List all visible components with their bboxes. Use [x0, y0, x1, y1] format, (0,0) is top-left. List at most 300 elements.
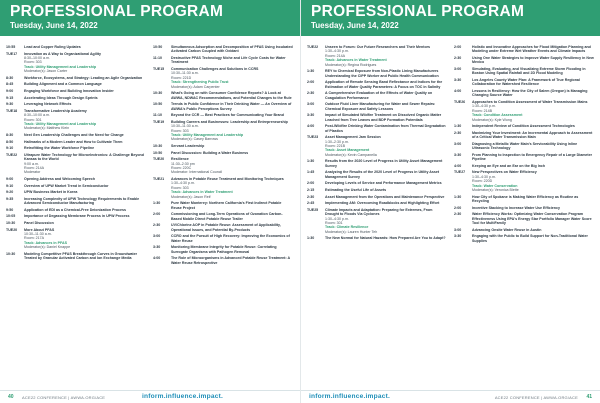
entry-time: 3:00 [153, 234, 161, 239]
entry-title: Post-Wildfire Drinking Water Contamination from Thermal Degradation of Plastics [325, 124, 446, 133]
schedule-entry [6, 109, 146, 131]
entry-time: 2:30 [454, 56, 462, 60]
schedule-entry [307, 201, 447, 205]
entry-time: TUE20 [153, 157, 165, 162]
entry-body [325, 124, 447, 133]
entry-body [171, 120, 293, 142]
entry-title: Importance of Degassing Membrane Process in UPW Process [24, 214, 130, 219]
entry-body [171, 102, 293, 111]
schedule-entry [153, 212, 293, 221]
entry-body [325, 201, 447, 205]
schedule-entry [454, 78, 594, 87]
entry-title: Opening Address and Welcoming Speech [24, 177, 96, 181]
entry-time: 8:45 [6, 82, 14, 87]
entry-title: Engaging with the Public to Build Support for Non-Traditional Water Supplies [472, 234, 588, 243]
entry-time: 9:00 [6, 89, 14, 93]
entry-time: 1:30 [307, 159, 315, 164]
entry-title: Impact of Simulated Wildfire Treatment on Dissolved Organic Matter Leached from Tree Leaves and BDP Formation Potentials [325, 113, 442, 122]
entry-time: TUE19 [153, 119, 165, 124]
entry-detail: 1:30–4:30 p.m. [171, 181, 195, 186]
entry-time: 8:30 [6, 133, 14, 137]
entry-body [171, 113, 293, 117]
schedule-entry [454, 56, 594, 65]
schedule-entry [153, 120, 293, 142]
schedule-entry [153, 223, 293, 232]
footer-tagline: inform.influence.impact. [309, 392, 391, 400]
left-schedule-column-2 [153, 45, 293, 267]
entry-time: 2:00 [307, 181, 315, 186]
entry-time: 3:00 [454, 67, 462, 71]
entry-detail: Moderator(s): Casey Barrows [171, 137, 218, 142]
entry-title: Transformative Leadership Academy [24, 108, 87, 113]
entry-time: TUE15 [153, 67, 165, 71]
entry-detail: Room: 303 [171, 185, 189, 190]
entry-title: Implementing AM: Overcoming Roadblocks and Highlighting Effort [325, 201, 440, 206]
schedule-entry [153, 177, 293, 199]
entry-body [171, 45, 293, 54]
entry-body [325, 170, 447, 179]
entry-time: 1:30 [454, 124, 462, 129]
entry-detail: Room: 214B [472, 108, 492, 113]
entry-body [472, 67, 594, 76]
entry-detail: Room: 217A [24, 236, 44, 241]
entry-time: 1:30 [454, 194, 462, 199]
entry-body [171, 67, 293, 89]
entry-body [171, 245, 293, 254]
entry-detail: Room: 301 [325, 221, 343, 226]
schedule-entry [6, 153, 146, 175]
entry-time: 3:30 [153, 245, 161, 250]
entry-detail: Moderator(s): Jason Reif [171, 194, 211, 199]
entry-title: Los Angeles County Water Plan: A Framework of True Regional Collaboration for Watershed Resilience [472, 78, 580, 87]
entry-time: 4:00 [454, 163, 462, 168]
entry-track: Track: Advances in Water Treatment [171, 190, 233, 195]
entry-body [24, 133, 146, 137]
entry-title: Building Careers and Businesses: Leadership and Entrepreneurship [171, 119, 288, 124]
schedule-entry [307, 188, 447, 192]
entry-body [325, 208, 447, 234]
entry-time: 3:00 [307, 102, 315, 107]
entry-detail: Room: 214A [325, 53, 345, 58]
entry-track: Track: Condition Assessment [472, 113, 523, 118]
entry-body [472, 45, 594, 54]
entry-title: Lead and Copper Ruling Updates [24, 45, 81, 49]
entry-body [325, 45, 447, 67]
schedule-entry [454, 234, 594, 243]
schedule-entry [307, 102, 447, 111]
entry-detail: 10:30–11:30 a.m. [171, 71, 199, 76]
entry-track: Track: Climate Resilience [325, 225, 369, 230]
entry-time: 8:50 [6, 139, 14, 144]
entry-body [325, 91, 447, 100]
entry-time: TUE18 [6, 108, 18, 113]
entry-time: 11:10 [153, 56, 162, 60]
schedule-entry [307, 170, 447, 179]
entry-title: Destructive PFAS Technology Niche and Life Cycle Costs for Water Treatment [171, 56, 286, 65]
entry-title: Pure Water Monterey: Northern California's First Indirect Potable Reuse Project [171, 201, 282, 210]
entry-detail: 1:30–4:30 p.m. [472, 174, 496, 179]
entry-body [24, 140, 146, 144]
schedule-entry [307, 113, 447, 122]
entry-title: Overview of UPW Market Trend in Semiconductor [24, 183, 109, 188]
schedule-entry [307, 124, 447, 133]
schedule-entry [153, 201, 293, 210]
schedule-entry [307, 91, 447, 100]
entry-time: TUE23 [307, 135, 319, 140]
entry-title: Lessons in Resiliency: How the City of Salem (Oregon) is Managing Changing Source Water [472, 89, 588, 98]
entry-body [24, 197, 146, 206]
entry-title: Next Gen Leadership Challenges and the Need for Change [24, 133, 124, 137]
entry-body [171, 256, 293, 265]
entry-title: CCRO and the Pursuit of High Recovery: Improving the Economics of Water Reuse [171, 234, 290, 243]
entry-detail: Room: 214A [24, 166, 44, 170]
entry-time: 1:30 [307, 69, 315, 74]
entry-time: 3:30 [454, 78, 462, 82]
right-page [300, 0, 600, 403]
entry-detail: Room: 220D [472, 179, 493, 184]
entry-body [325, 135, 447, 157]
conference-label: ACE22 CONFERENCE | AWWA.ORG/ACE [494, 394, 578, 400]
entry-title: UV/Chlorine AOP in Potable Reuse: Assessment of Applicability, Operational Issues, and Potential By-Products [171, 223, 281, 232]
entry-time: 2:00 [454, 45, 462, 49]
entry-title: Monitoring Membrane Integrity for Potable Reuse: Correlating Surrogate Organisms with Pathogen Removal [171, 245, 277, 254]
schedule-entry [454, 89, 594, 98]
entry-title: More About PFAS [24, 227, 55, 232]
page-number: 41 [586, 394, 592, 400]
conference-label: ACE22 CONFERENCE | AWWA.ORG/ACE [22, 394, 106, 400]
entry-title: Climate Impacts and Adaptation: Preparing for Extremes, From Drought to Floods Via Cyclones [325, 207, 433, 217]
entry-body [24, 190, 146, 194]
entry-body [472, 228, 594, 232]
entry-time: 9:10 [6, 183, 14, 188]
schedule-entry [307, 159, 447, 168]
entry-title: Ultrapure Water Technology for Microelectronics: A Challenge Beyond Kansas to the World [24, 152, 144, 162]
entry-time: 10:50 [153, 150, 163, 155]
entry-detail: Moderator(s): Kyle Wong [472, 117, 512, 122]
entry-time: 9:20 [6, 190, 14, 195]
schedule-entry [6, 197, 146, 206]
entry-detail: 1:30–4:30 p.m. [325, 49, 349, 54]
entry-title: Unseen to Forum: Our Future Researchers and Their Mentors [325, 45, 431, 49]
schedule-entry [6, 82, 146, 86]
entry-title: Panel Discussion [24, 220, 54, 225]
schedule-entry [307, 208, 447, 234]
right-page-banner [301, 0, 600, 36]
entry-body [472, 142, 594, 151]
entry-title: The Role of Microorganisms in Advanced Potable Reuse Treatment: A Water Reuse Retrospective [171, 256, 291, 265]
entry-time: 4:00 [307, 124, 315, 129]
schedule-entry [153, 45, 293, 54]
entry-time: TUE22 [6, 152, 18, 157]
schedule-entry [307, 80, 447, 89]
entry-title: Servant Leadership [171, 144, 205, 149]
entry-title: Resilience [171, 157, 189, 162]
entry-detail: Room: 220C [171, 166, 192, 171]
entry-detail: Room: 221B [325, 144, 345, 149]
schedule-entry [153, 245, 293, 254]
entry-time: 10:50 [153, 45, 163, 49]
entry-time: TUE17 [6, 51, 18, 56]
entry-time: 9:50 [6, 207, 14, 212]
entry-title: Advances in Potable Reuse Treatment and Monitoring Techniques [171, 177, 284, 182]
entry-time: 3:30 [454, 234, 462, 239]
footer-tagline: inform.influence.impact. [142, 392, 224, 400]
entry-body [171, 56, 293, 65]
entry-track: Track: Utility Management and Leadership [24, 64, 97, 69]
schedule-entry [454, 206, 594, 210]
entry-title: Hallmarks of a Modern Leader and How to Cultivate Them [24, 139, 123, 144]
entry-time: 10:05 [6, 214, 16, 219]
entry-title: Independent Review of Condition Assessment Technologies [472, 124, 575, 129]
entry-title: Outdoor Fluid Liner Manufacturing for Water and Sewer Repairs: Chemical Exposure and Safety Lessons [325, 102, 436, 111]
schedule-entry [307, 181, 447, 185]
entry-track: Track: Utility Management and Leadership [24, 122, 97, 126]
entry-time: 10:30 [6, 220, 16, 225]
entry-time: 4:00 [153, 256, 161, 261]
entry-title: Workforce, Ecosystems, and Strategy: Leading an Agile Organization [24, 75, 143, 80]
entry-time: 2:00 [153, 212, 161, 217]
left-page-banner [0, 0, 300, 36]
schedule-entry [153, 144, 293, 148]
entry-detail: 10:30–11:30 a.m. [24, 231, 52, 236]
entry-title: Trends in Public Confidence in Their Drinking Water — An Overview of AWWA's Public Perceptions Survey [171, 102, 292, 111]
entry-time: TUE22 [307, 45, 319, 49]
entry-body [325, 80, 447, 89]
entry-detail: Moderator(s): Regina Rodrigues [325, 62, 377, 67]
schedule-entry [153, 113, 293, 117]
entry-title: Beyond the CCR — Best Practices for Communicating Your Brand [171, 113, 284, 118]
entry-time: 2:00 [307, 80, 315, 85]
schedule-entry [153, 151, 293, 155]
entry-title: Simulating, Evaluating, and Visualizing Extreme Storm Flooding in Boston Using Spatial Rainfall and 2D Flood Modeling [472, 67, 586, 76]
page-date: Tuesday, June 14, 2022 [10, 21, 98, 30]
entry-detail: Room: 301 [24, 117, 42, 122]
entry-body [24, 221, 146, 225]
entry-body [325, 188, 447, 192]
entry-time: 11:10 [153, 113, 162, 118]
entry-track: Track: Water Conservation [472, 183, 518, 188]
schedule-entry [454, 195, 594, 204]
entry-body [24, 89, 146, 93]
entry-body [472, 78, 594, 87]
entry-title: Keeping an Eye and an Ear on the Big Inch [472, 163, 546, 168]
entry-time: 10:50 [153, 102, 163, 107]
entry-body [171, 177, 293, 199]
entry-body [325, 102, 447, 111]
entry-title: Using One Water Strategies to Improve Water Supply Resiliency in New Mexico [472, 56, 594, 65]
right-schedule-column-2 [454, 45, 594, 245]
schedule-entry [6, 52, 146, 74]
schedule-entry [6, 96, 146, 100]
schedule-entry [6, 133, 146, 137]
entry-title: How City of Spokane is Making Water Efficiency as Routine as Recycling [472, 194, 579, 204]
entry-body [171, 234, 293, 243]
entry-body [24, 76, 146, 80]
entry-title: The New Normal for Natural Hazards: How Prepared Are You to Adapt? [325, 236, 446, 241]
schedule-entry [6, 190, 146, 194]
entry-detail: Moderator(s): Jason Carter [24, 69, 68, 74]
entry-title: Panel Discussion: Building a Water Business [171, 150, 249, 155]
entry-title: Developing Levels of Service and Performance Management Metrics [325, 181, 442, 186]
page-date: Tuesday, June 14, 2022 [311, 21, 399, 30]
entry-time: 2:15 [307, 188, 315, 193]
entry-title: Asset Management from the Operations and Maintenance Perspective [325, 194, 445, 199]
entry-title: Simultaneous Adsorption and Decomposition of PFAS Using Incubated Activated Carbon Coupled with Oxidant [171, 45, 293, 54]
schedule-entry [6, 221, 146, 225]
entry-detail: 1:30–4:30 p.m. [472, 104, 496, 109]
schedule-entry [6, 184, 146, 188]
entry-detail: Moderator(s): Daniel Knappe [24, 245, 71, 250]
entry-time: 9:10 [6, 146, 14, 151]
entry-body [24, 184, 146, 188]
entry-title: Engaging Workforce and Building Innovation Insider [24, 89, 114, 93]
entry-time: 3:00 [454, 141, 462, 146]
entry-detail: 10:30–11:30 a.m. [171, 124, 199, 129]
entry-detail: Room: 303 [24, 60, 42, 65]
entry-time: 9:30 [6, 102, 14, 107]
schedule-entry [307, 236, 447, 240]
entry-title: Results from the 2020 Level of Progress in Utility Asset Management Survey [325, 159, 443, 168]
entry-body [325, 195, 447, 199]
entry-body [325, 159, 447, 168]
schedule-entry [6, 140, 146, 144]
schedule-entry [153, 67, 293, 89]
schedule-entry [6, 177, 146, 181]
schedule-entry [6, 45, 146, 49]
entry-title: Commissioning and Long-Term Operations of Ozonation Carbon-Based Mobile Direct Potable Reuse Trailer [171, 212, 283, 221]
entry-time: 2:30 [307, 91, 315, 96]
schedule-entry [454, 100, 594, 122]
entry-time: 4:00 [454, 89, 462, 93]
entry-track: Track: Utility Management and Leadership [171, 133, 244, 138]
entry-time: 1:30 [153, 201, 161, 206]
entry-title: Communication Challenges and Solutions in CCRS [171, 67, 259, 71]
entry-detail: 8:30–10:00 a.m. [24, 113, 50, 118]
entry-time: TUE25 [307, 207, 319, 212]
schedule-entry [454, 142, 594, 151]
schedule-entry [153, 157, 293, 175]
schedule-entry [6, 89, 146, 93]
entry-title: REY to Chemical Exposure from Non-Plastic Lining Manufacturers Understanding the CIPP Worker and Public Health Communication [325, 69, 439, 78]
entry-track: Track: Asset Management [325, 148, 370, 153]
entry-title: Analyzing the Results of the 2020 Level of Progress in Utility Asset Management Survey [325, 170, 440, 179]
entry-body [24, 228, 146, 250]
schedule-entry [153, 102, 293, 111]
entry-time: 2:00 [454, 205, 462, 210]
schedule-entry [6, 146, 146, 150]
entry-time: 2:30 [454, 130, 462, 135]
entry-title: Diagnosing a Metallic Water Main's Serviceability Using Inline Ultrasonic Technology [472, 141, 578, 151]
entry-body [325, 236, 447, 240]
schedule-entry [153, 91, 293, 100]
entry-body [24, 177, 146, 181]
entry-detail: Moderator: International Council [171, 170, 223, 175]
entry-body [24, 146, 146, 150]
entry-title: Water Efficiency Works: Optimizing Water Conservation Program Effectiveness Using EPA's Energy Star Portfolio Manager Water Score Tool for MultiFamily [472, 212, 592, 226]
schedule-entry [6, 228, 146, 250]
entry-time: 2:45 [307, 201, 315, 206]
entry-detail: 1:30–4:30 p.m. [325, 216, 349, 221]
schedule-entry [153, 234, 293, 243]
entry-time: 9:15 [6, 95, 14, 100]
entry-detail: Moderator(s): Kevin Campanella [325, 152, 377, 157]
entry-time: 9:35 [6, 196, 14, 201]
right-page-footer [301, 390, 600, 403]
entry-title: UPW Business Market in Korea [24, 190, 78, 195]
entry-title: Building Alignment and a Common Language [24, 82, 102, 87]
entry-body [325, 113, 447, 122]
entry-time: 10:55 [6, 45, 16, 49]
schedule-entry [454, 164, 594, 168]
entry-detail: 11:30–2:30 pm [171, 161, 195, 166]
schedule-entry [307, 135, 447, 157]
entry-detail: Moderator(s): Lauren Hunter Teh [325, 229, 378, 234]
schedule-entry [153, 256, 293, 265]
entry-body [472, 206, 594, 210]
entry-title: Leveraging Network Effects [24, 102, 72, 107]
entry-time: 3:30 [307, 113, 315, 118]
entry-title: Advancing Onsite Water Reuse in Austin [472, 227, 542, 232]
entry-body [24, 208, 146, 212]
schedule-entry [6, 102, 146, 106]
entry-time: 2:30 [454, 212, 462, 217]
entry-track: Track: Advances in PFAS [24, 240, 68, 245]
entry-time: TUE21 [153, 177, 165, 182]
entry-body [24, 153, 146, 175]
entry-body [472, 100, 594, 122]
entry-title: Retrofitting the Water Workforce Pipeline [24, 146, 95, 151]
entry-time: TUE27 [454, 170, 466, 175]
entry-time: TUE26 [454, 100, 466, 104]
entry-body [171, 91, 293, 100]
entry-time: 3:30 [454, 152, 462, 157]
page-number: 40 [8, 394, 14, 400]
entry-detail: Moderator(s): Matthew Klein [24, 126, 70, 131]
entry-title: Accelerating Ideas Through Design Sprints [24, 95, 98, 100]
entry-detail: 8:30–10:00 a.m. [24, 56, 50, 60]
entry-body [171, 144, 293, 148]
entry-title: Increasing Complexity of UPW Technology Requirements to Enable Advanced Semiconductor Manufacturing [24, 196, 140, 206]
schedule-entry [6, 208, 146, 212]
entry-title: Holistic and Innovative Approaches for Flood Mitigation Planning and Modeling under Extreme Wet Weather Events and Climate Impacts [472, 45, 591, 54]
schedule-entry [153, 56, 293, 65]
entry-body [24, 82, 146, 86]
entry-body [472, 212, 594, 225]
entry-time: 8:30 [6, 75, 14, 80]
left-page-footer [0, 390, 300, 403]
schedule-entry [454, 67, 594, 76]
entry-detail: Room: 221D [171, 75, 192, 80]
entry-detail: Moderator [24, 170, 41, 175]
entry-body [472, 131, 594, 140]
entry-body [472, 164, 594, 168]
entry-body [472, 124, 594, 128]
left-schedule-column-1 [6, 45, 146, 263]
entry-detail: 9:00 a.m. [24, 161, 39, 166]
entry-body [325, 181, 447, 185]
entry-detail: Moderator(s): Veronica Blette [472, 188, 519, 193]
entry-body [472, 170, 594, 192]
entry-time: 9:00 [6, 177, 14, 181]
entry-body [472, 234, 594, 243]
entry-title: Innovation as A Way to Organizational Agility [24, 51, 101, 56]
schedule-entry [307, 69, 447, 78]
entry-body [24, 252, 146, 261]
entry-time: 10:30 [6, 251, 16, 256]
schedule-entry [454, 228, 594, 232]
entry-time: 2:30 [153, 223, 161, 228]
entry-body [325, 69, 447, 78]
